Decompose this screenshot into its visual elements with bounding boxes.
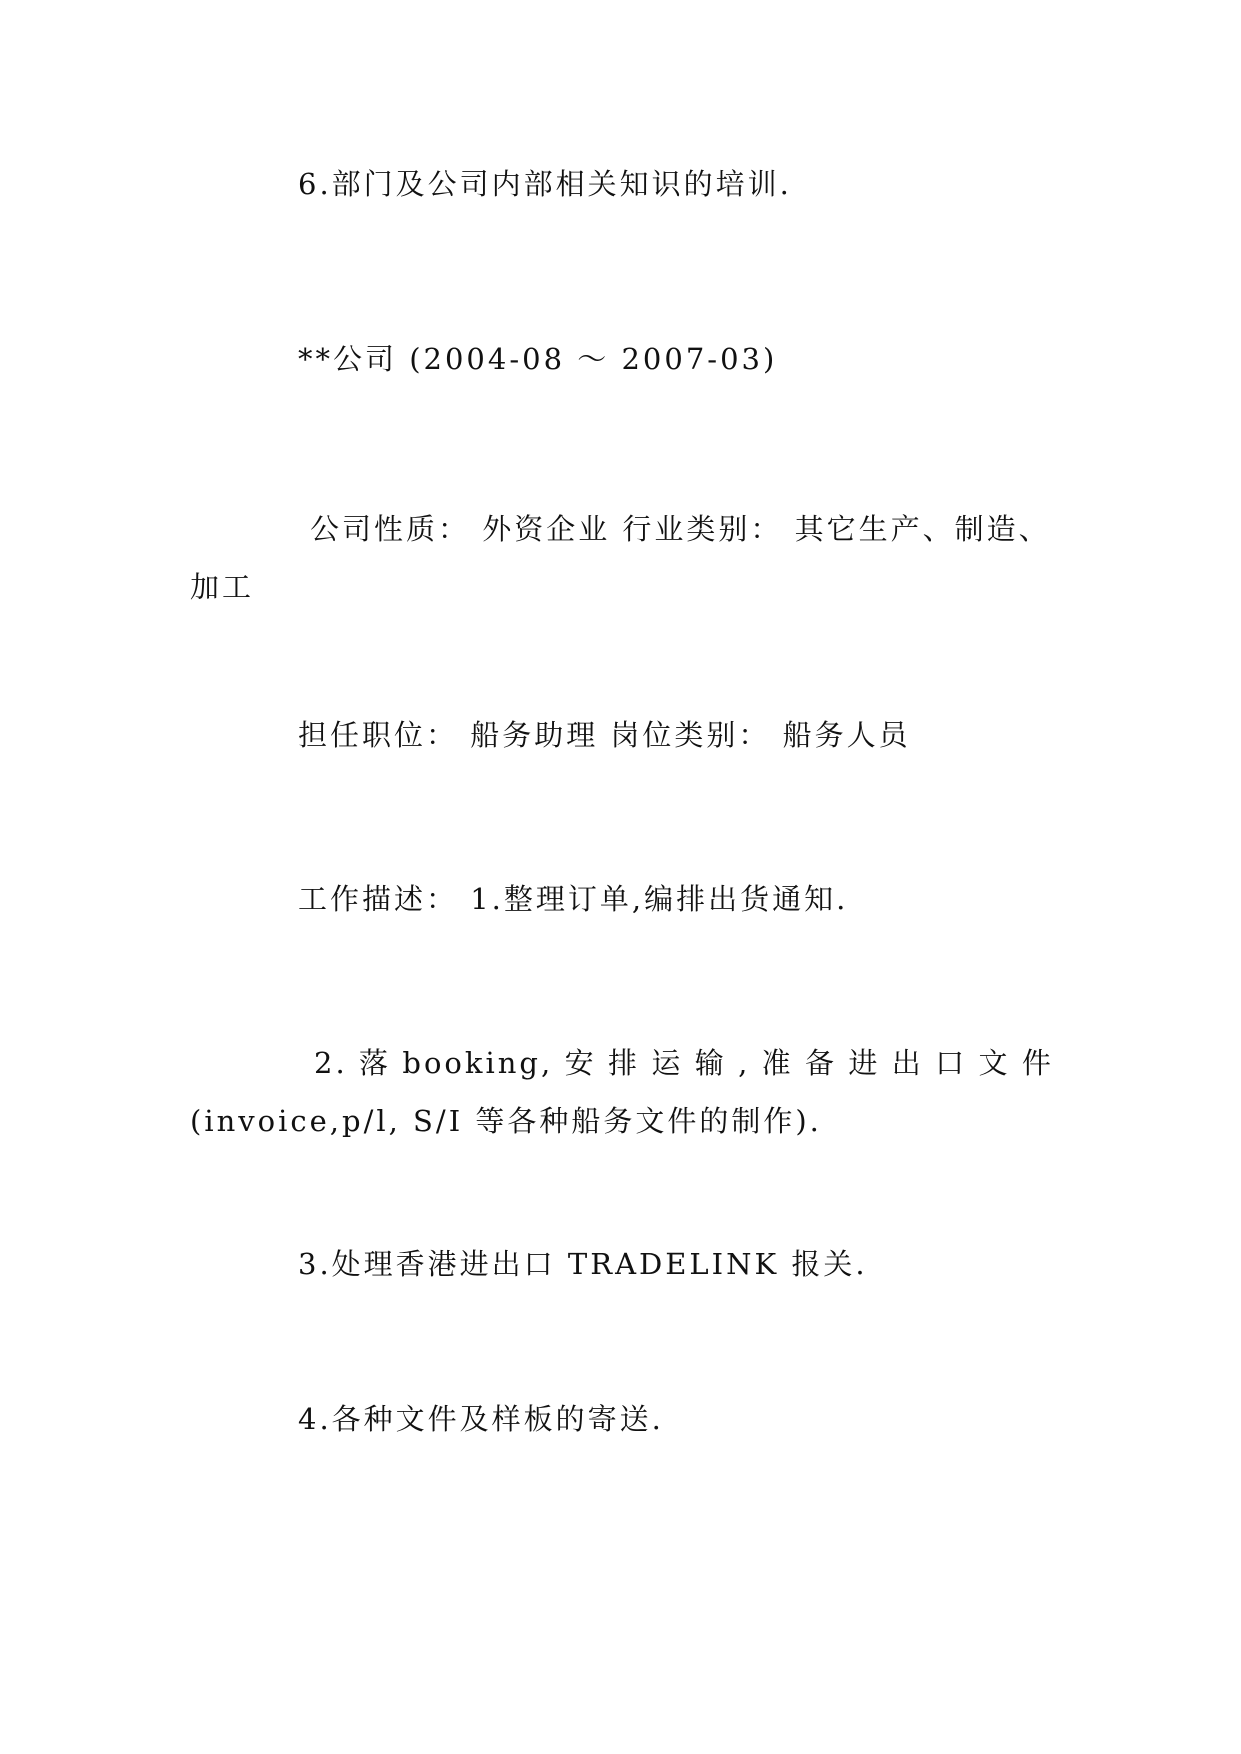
job-description-item-2-word: 备 <box>805 1046 838 1080</box>
company-info-line-2: 加工 <box>190 570 255 604</box>
company-info-paragraph <box>190 500 1050 616</box>
job-description-item-2 <box>190 1034 1054 1150</box>
job-description-item-3: 3.处理香港进出口 TRADELINK 报关. <box>298 1247 868 1281</box>
job-description-item-2-word: 2. <box>314 1046 348 1080</box>
company-info-line-1: 公司性质： 外资企业 行业类别： 其它生产、制造、 <box>310 512 1051 546</box>
job-description-item-2-word: 安 <box>564 1046 597 1080</box>
job-description-item-2-word: 运 <box>651 1046 684 1080</box>
job-description-item-2-word: 文 <box>978 1046 1011 1080</box>
job-description-item-2-word: 输 <box>694 1046 727 1080</box>
job-description-item-4: 4.各种文件及样板的寄送. <box>298 1402 664 1436</box>
job-description-item-2-line-1 <box>314 1034 1054 1092</box>
training-item: 6.部门及公司内部相关知识的培训. <box>298 167 792 201</box>
job-description-item-2-word: 出 <box>891 1046 924 1080</box>
job-description-item-2-word: 进 <box>848 1046 881 1080</box>
job-description-item-1: 工作描述： 1.整理订单,编排出货通知. <box>298 882 849 916</box>
job-description-item-2-word: 落 <box>359 1046 392 1080</box>
job-description-item-2-word: 件 <box>1021 1046 1054 1080</box>
job-description-item-2-word: 口 <box>935 1046 968 1080</box>
job-description-item-2-line-2: (invoice,p/l, S/I 等各种船务文件的制作). <box>190 1104 822 1138</box>
job-description-item-2-word: , <box>738 1046 751 1080</box>
company-heading: **公司 (2004-08 ～ 2007-03) <box>298 342 778 376</box>
job-description-item-2-word: 准 <box>761 1046 794 1080</box>
job-description-item-2-word: booking, <box>402 1046 554 1080</box>
position-info: 担任职位： 船务助理 岗位类别： 船务人员 <box>298 718 911 752</box>
job-description-item-2-word: 排 <box>607 1046 640 1080</box>
